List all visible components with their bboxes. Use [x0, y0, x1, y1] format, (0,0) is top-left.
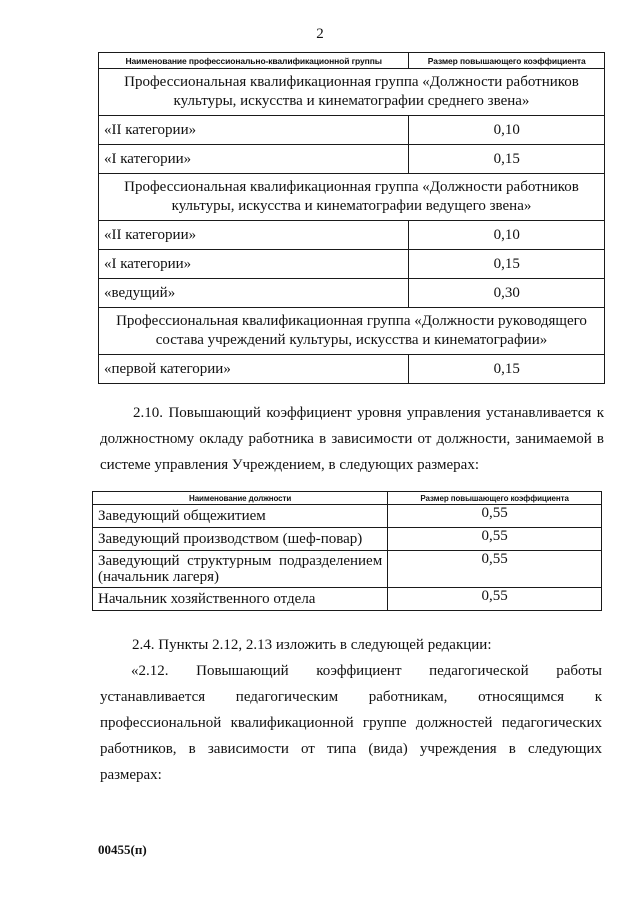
group-title: Профессиональная квалификационная группа «Должности работников культуры, искусства и кинематографии среднего звена»: [99, 69, 605, 116]
column-header-group-name: Наименование профессионально-квалификационной группы: [99, 53, 409, 69]
page-number: 2: [316, 26, 324, 42]
coefficient-value: 0,55: [388, 588, 602, 611]
category-name: «II категории»: [99, 221, 409, 250]
table-row: [99, 145, 605, 174]
table-row: [99, 355, 605, 384]
coefficient-value: 0,15: [409, 145, 605, 174]
coefficient-value: 0,15: [409, 250, 605, 279]
document-code: 00455(п): [98, 842, 147, 857]
coefficient-value: 0,55: [388, 551, 602, 588]
coefficient-value: 0,10: [409, 221, 605, 250]
coefficient-value: 0,55: [388, 528, 602, 551]
group-title: Профессиональная квалификационная группа «Должности работников культуры, искусства и кинематографии ведущего звена»: [99, 174, 605, 221]
table-row: [93, 528, 602, 551]
table-header-row: [99, 53, 605, 69]
coefficient-value: 0,55: [388, 505, 602, 528]
position-name: Заведующий структурным подразделением (начальник лагеря): [93, 551, 388, 588]
category-name: «I категории»: [99, 250, 409, 279]
paragraph-2-10: 2.10. Повышающий коэффициент уровня управления устанавливается к должностному окладу работника в зависимости от должности, занимаемой в системе управления Учреждением, в следующих размерах:: [100, 405, 604, 473]
table-row: [93, 551, 602, 588]
column-header-position-name: Наименование должности: [93, 492, 388, 505]
paragraph-2-12: «2.12. Повышающий коэффициент педагогической работы устанавливается педагогическим работникам, относящимся к профессиональной квалификационной группе должностей педагогических работников, в зависимости от типа (вида) учреждения в следующих размерах:: [100, 663, 602, 783]
category-name: «I категории»: [99, 145, 409, 174]
category-name: «II категории»: [99, 116, 409, 145]
position-name: Заведующий общежитием: [93, 505, 388, 528]
category-name: «первой категории»: [99, 355, 409, 384]
table-row: [99, 279, 605, 308]
coefficient-value: 0,15: [409, 355, 605, 384]
group-row: [99, 174, 605, 221]
column-header-coefficient: Размер повышающего коэффициента: [388, 492, 602, 505]
table-row: [93, 588, 602, 611]
table-row: [99, 116, 605, 145]
group-row: [99, 69, 605, 116]
position-name: Начальник хозяйственного отдела: [93, 588, 388, 611]
position-name: Заведующий производством (шеф-повар): [93, 528, 388, 551]
table-row: [99, 221, 605, 250]
table-row: [93, 505, 602, 528]
qualification-group-coefficients-table: [98, 52, 605, 384]
column-header-coefficient: Размер повышающего коэффициента: [409, 53, 605, 69]
category-name: «ведущий»: [99, 279, 409, 308]
table-row: [99, 250, 605, 279]
management-level-coefficients-table: [92, 491, 602, 611]
coefficient-value: 0,10: [409, 116, 605, 145]
table-header-row: [93, 492, 602, 505]
paragraph-2-4: 2.4. Пункты 2.12, 2.13 изложить в следующей редакции:: [132, 637, 492, 653]
group-row: [99, 308, 605, 355]
coefficient-value: 0,30: [409, 279, 605, 308]
group-title: Профессиональная квалификационная группа «Должности руководящего состава учреждений культуры, искусства и кинематографии»: [99, 308, 605, 355]
